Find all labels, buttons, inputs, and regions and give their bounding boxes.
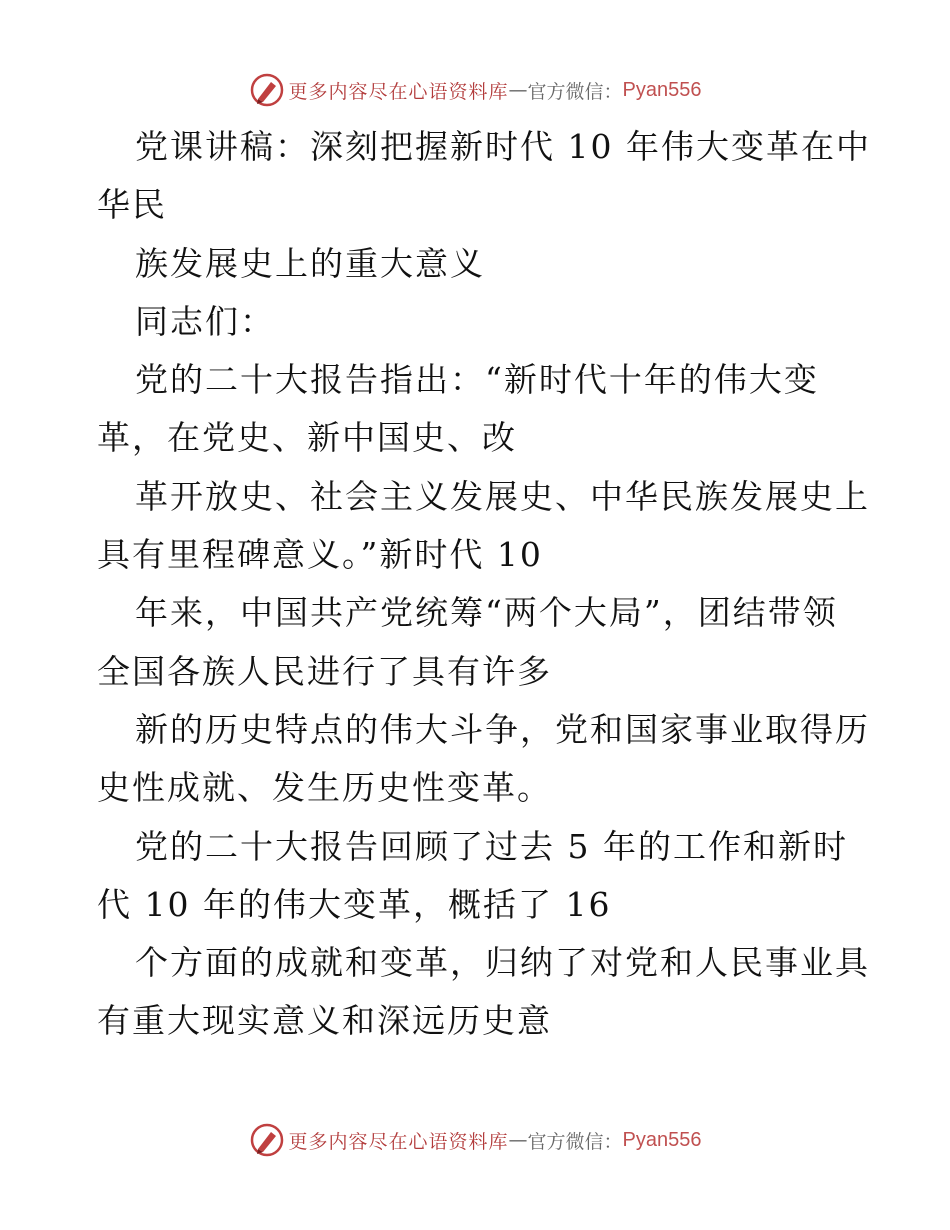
text-line: 新的历史特点的伟大斗争，党和国家事业取得历 <box>135 709 870 749</box>
text-line: 党的二十大报告回顾了过去 5 年的工作和新时 <box>135 826 848 866</box>
banner-dash: — <box>508 79 528 101</box>
banner-label: 官方微信： <box>527 1130 623 1153</box>
text-line: 党课讲稿：深刻把握新时代 10 年伟大变革在中 <box>135 127 871 166</box>
header-watermark <box>0 70 950 110</box>
banner-dash: — <box>508 1129 528 1151</box>
text-line: 年来，中国共产党统筹“两个大局”，团结带领 <box>135 593 838 633</box>
text-line: 革，在党史、新中国史、改 <box>97 418 517 458</box>
banner-wechat-id: Pyan556 <box>622 1128 702 1151</box>
text-line: 全国各族人民进行了具有许多 <box>97 651 552 691</box>
pen-logo-icon <box>249 72 285 108</box>
text-line: 个方面的成就和变革，归纳了对党和人民事业具 <box>135 943 870 983</box>
banner-label: 官方微信： <box>527 80 623 103</box>
banner-text: 更多内容尽在心语资料库 <box>288 1130 509 1153</box>
footer-watermark <box>0 1120 950 1160</box>
document-body <box>97 118 871 1051</box>
banner-text: 更多内容尽在心语资料库 <box>288 80 509 103</box>
text-line: 族发展史上的重大意义 <box>135 243 485 283</box>
text-line: 革开放史、社会主义发展史、中华民族发展史上 <box>135 476 870 516</box>
text-line: 史性成就、发生历史性变革。 <box>97 768 552 808</box>
banner-wechat-id: Pyan556 <box>622 78 702 101</box>
text-line: 有重大现实意义和深远历史意 <box>97 1001 552 1041</box>
text-line: 华民 <box>97 185 167 225</box>
text-line: 具有里程碑意义。”新时代 10 <box>97 535 543 575</box>
pen-logo-icon <box>249 1122 285 1158</box>
text-line: 党的二十大报告指出：“新时代十年的伟大变 <box>135 360 819 400</box>
text-line: 代 10 年的伟大变革，概括了 16 <box>97 884 612 924</box>
text-line: 同志们： <box>135 301 275 341</box>
